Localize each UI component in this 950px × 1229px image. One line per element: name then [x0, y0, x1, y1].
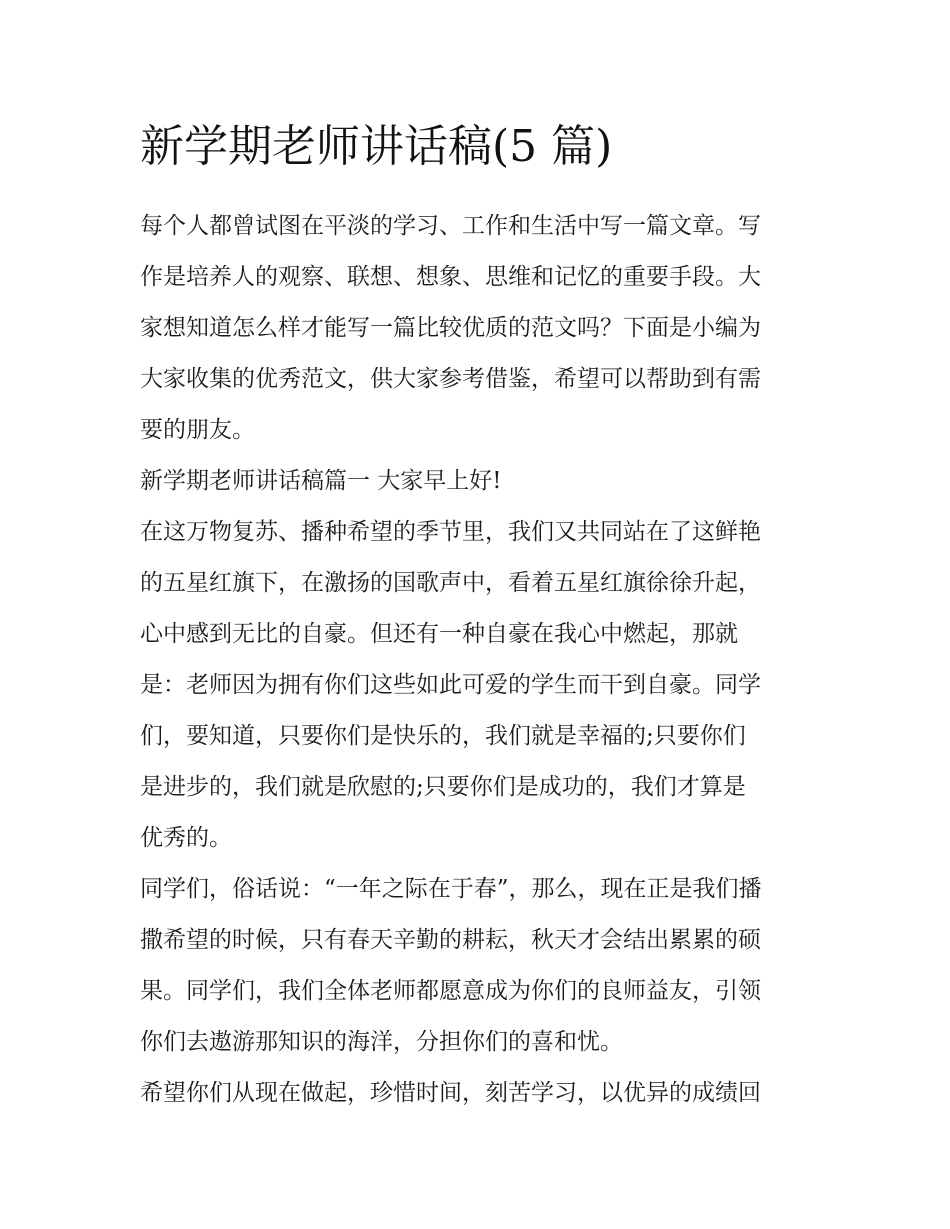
text-line: 每个人都曾试图在平淡的学习、工作和生活中写一篇文章。写	[140, 213, 761, 239]
text-line: 优秀的。	[140, 825, 232, 851]
text-line: 的五星红旗下，在激扬的国歌声中，看着五星红旗徐徐升起，	[140, 570, 761, 596]
text-line: 你们去遨游那知识的海洋，分担你们的喜和忧。	[140, 1029, 623, 1055]
text-line: 撒希望的时候，只有春天辛勤的耕耘，秋天才会结出累累的硕	[140, 927, 761, 953]
text-line: 是：老师因为拥有你们这些如此可爱的学生而干到自豪。同学	[140, 672, 761, 698]
paragraph-body-1	[140, 507, 812, 864]
paragraph-body-2	[140, 864, 812, 1068]
text-line: 家想知道怎么样才能写一篇比较优质的范文吗？下面是小编为	[140, 315, 761, 341]
text-line: 们，要知道，只要你们是快乐的，我们就是幸福的;只要你们	[140, 723, 746, 749]
document-title: 新学期老师讲话稿(5 篇)	[140, 121, 613, 172]
text-line: 心中感到无比的自豪。但还有一种自豪在我心中燃起，那就	[140, 621, 738, 647]
text-line: 在这万物复苏、播种希望的季节里，我们又共同站在了这鲜艳	[140, 519, 761, 545]
paragraph-intro	[140, 201, 812, 456]
text-line: 希望你们从现在做起，珍惜时间，刻苦学习，以优异的成绩回	[140, 1080, 761, 1106]
paragraph-body-3	[140, 1068, 812, 1119]
text-line: 大家收集的优秀范文，供大家参考借鉴，希望可以帮助到有需	[140, 366, 761, 392]
paragraph-section-heading	[140, 456, 812, 507]
document-body	[140, 201, 812, 1119]
text-line: 新学期老师讲话稿篇一 大家早上好!	[140, 468, 502, 494]
text-line: 是进步的，我们就是欣慰的;只要你们是成功的，我们才算是	[140, 774, 746, 800]
text-line: 作是培养人的观察、联想、想象、思维和记忆的重要手段。大	[140, 264, 761, 290]
text-line: 果。同学们，我们全体老师都愿意成为你们的良师益友，引领	[140, 978, 761, 1004]
text-line: 同学们，俗话说：“一年之际在于春”，那么，现在正是我们播	[140, 876, 762, 902]
text-line: 要的朋友。	[140, 417, 255, 443]
